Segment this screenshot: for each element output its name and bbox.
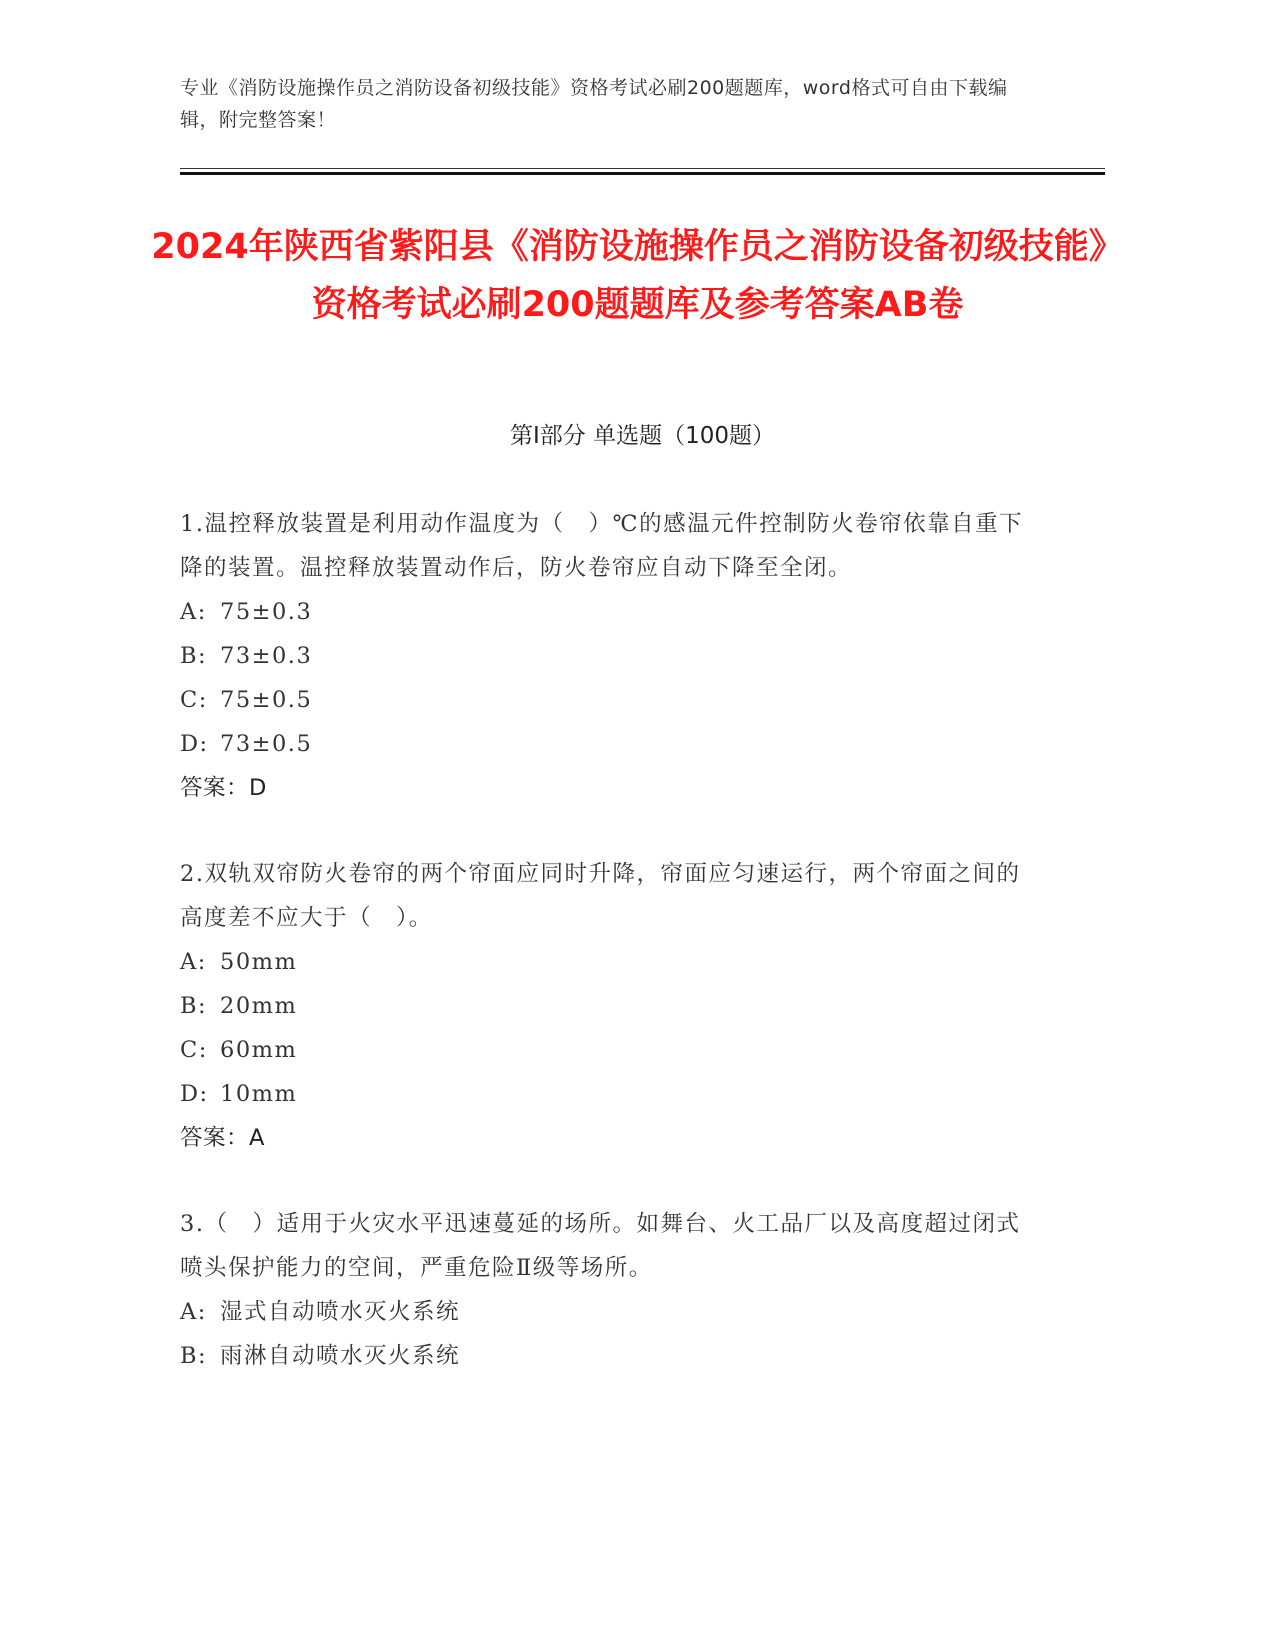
- question-stem: 1.温控释放装置是利用动作温度为（ ）℃的感温元件控制防火卷帘依靠自重下降的装置。温控释放装置动作后，防火卷帘应自动下降至全闭。: [180, 511, 1024, 581]
- option-b: [180, 1334, 1025, 1378]
- option-letter: A:: [180, 1299, 207, 1325]
- question-list: [180, 502, 1025, 1420]
- option-text: 湿式自动喷水灭火系统: [220, 1299, 461, 1325]
- option-letter: B:: [180, 993, 208, 1019]
- option-text: 73±0.5: [220, 731, 313, 757]
- option-a: [180, 940, 1025, 984]
- option-text: 雨淋自动喷水灭火系统: [220, 1343, 461, 1369]
- document-title: 2024年陕西省紫阳县《消防设施操作员之消防设备初级技能》资格考试必刷200题题库及参考答案AB卷: [151, 227, 1124, 325]
- option-letter: D:: [180, 731, 209, 757]
- option-b: [180, 634, 1025, 678]
- answer-line: 答案：D: [180, 775, 267, 801]
- option-letter: B:: [180, 1343, 208, 1369]
- option-text: 10mm: [220, 1081, 298, 1107]
- option-c: [180, 678, 1025, 722]
- header-note: 专业《消防设施操作员之消防设备初级技能》资格考试必刷200题题库，word格式可自由下载编辑，附完整答案！: [180, 77, 1008, 131]
- option-text: 60mm: [220, 1037, 298, 1063]
- header-rule-thick: [180, 172, 1105, 175]
- option-d: [180, 722, 1025, 766]
- option-text: 20mm: [220, 993, 298, 1019]
- question-2: [180, 852, 1025, 1160]
- question-1: [180, 502, 1025, 810]
- option-letter: A:: [180, 599, 207, 625]
- question-stem: 2.双轨双帘防火卷帘的两个帘面应同时升降，帘面应匀速运行，两个帘面之间的高度差不应大于（ ）。: [180, 861, 1021, 931]
- question-3: [180, 1202, 1025, 1378]
- option-letter: C:: [180, 687, 208, 713]
- question-stem: 3.（ ）适用于火灾水平迅速蔓延的场所。如舞台、火工品厂以及高度超过闭式喷头保护能力的空间，严重危险Ⅱ级等场所。: [180, 1211, 1021, 1281]
- option-letter: A:: [180, 949, 207, 975]
- option-text: 75±0.5: [220, 687, 313, 713]
- option-a: [180, 1290, 1025, 1334]
- answer-line: 答案：A: [180, 1125, 265, 1151]
- section-title: 第Ⅰ部分 单选题（100题）: [510, 423, 775, 449]
- option-b: [180, 984, 1025, 1028]
- option-text: 50mm: [220, 949, 298, 975]
- option-letter: D:: [180, 1081, 209, 1107]
- header-rule-thin: [180, 168, 1105, 169]
- option-text: 73±0.3: [220, 643, 313, 669]
- option-c: [180, 1028, 1025, 1072]
- option-a: [180, 590, 1025, 634]
- option-d: [180, 1072, 1025, 1116]
- option-text: 75±0.3: [220, 599, 313, 625]
- option-letter: B:: [180, 643, 208, 669]
- option-letter: C:: [180, 1037, 208, 1063]
